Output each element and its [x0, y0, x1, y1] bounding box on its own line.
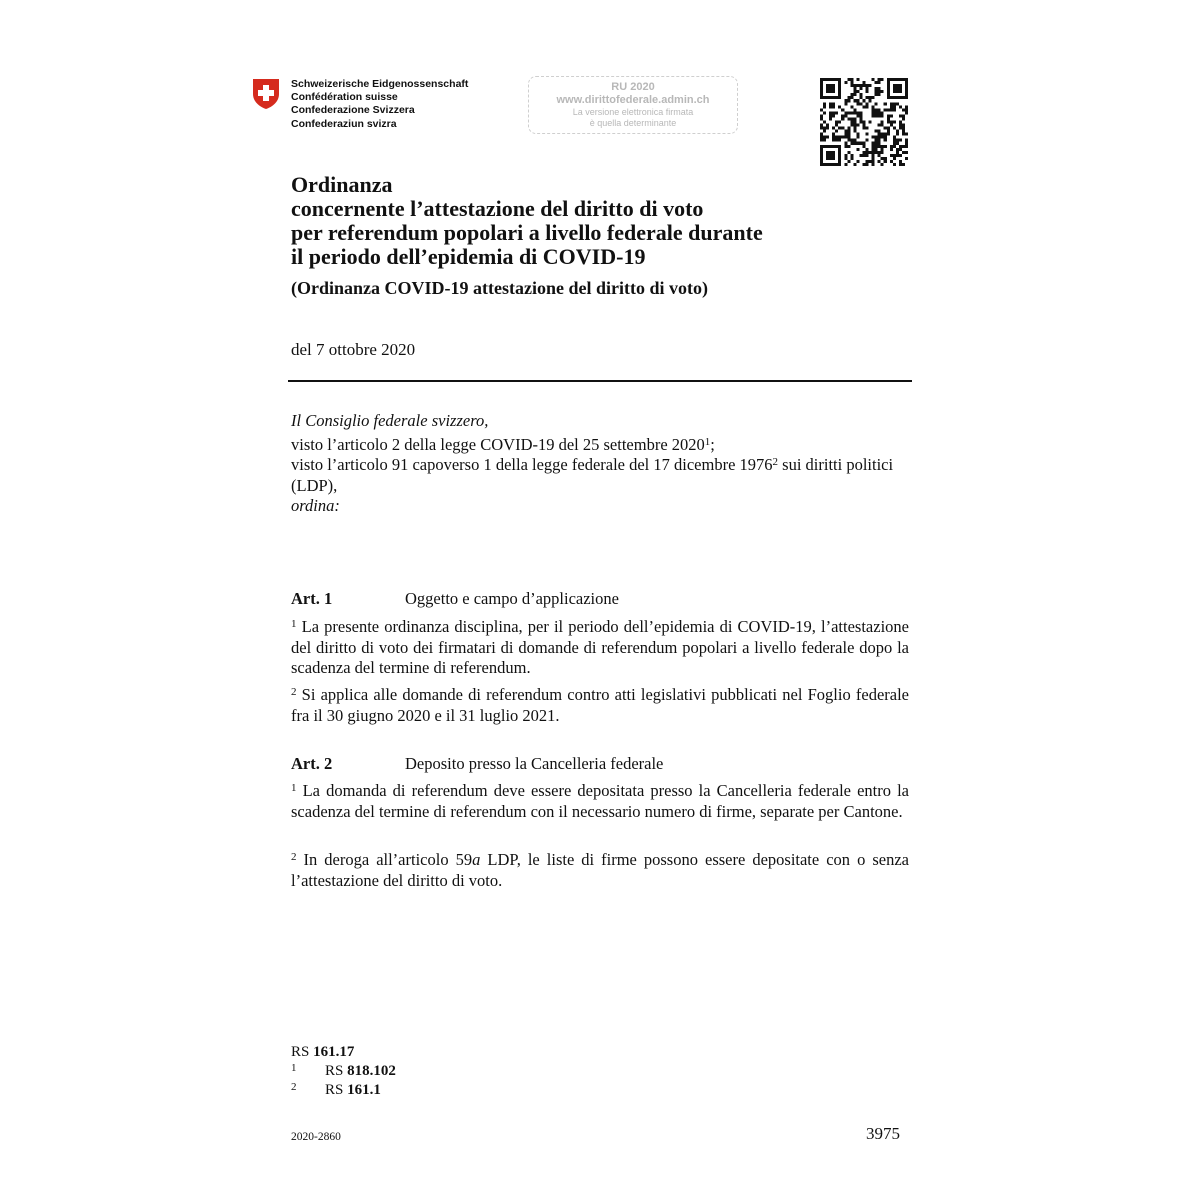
article-2-header	[291, 754, 663, 774]
document-date: del 7 ottobre 2020	[291, 340, 416, 359]
footnote-prefix: RS	[325, 1082, 348, 1098]
conf-name-it: Confederazione Svizzera	[291, 104, 415, 117]
paragraph-text: La domanda di referendum deve essere depositata presso la Cancelleria federale entro la scadenza del termine di referendum con il necessario numero di firme, separate per Cantone.	[291, 781, 909, 821]
article-1-header	[291, 589, 619, 609]
swiss-cross-shield-icon	[252, 78, 280, 110]
title-line-3: per referendum popolari a livello federale durante	[291, 220, 763, 245]
paragraph-text: Si applica alle domande di referendum contro atti legislativi pubblicati nel Foglio federale fra il 30 giugno 2020 e il 31 luglio 2021.	[291, 685, 909, 725]
footnote-reference: 161.1	[347, 1082, 381, 1098]
legal-basis-2-end: sui diritti politici (LDP),	[291, 455, 894, 495]
conf-name-de: Schweizerische Eidgenossenschaft	[291, 78, 469, 90]
short-title: (Ordinanza COVID-19 attestazione del diritto di voto)	[291, 278, 708, 298]
legal-basis-1-text: visto l’articolo 2 della legge COVID-19 del 25 settembre 2020	[291, 434, 705, 454]
footnote-1	[291, 1060, 396, 1079]
legal-basis-2-text: visto l’articolo 91 capoverso 1 della legge federale del 17 dicembre 1976	[291, 455, 773, 474]
sr-reference	[291, 1044, 396, 1060]
title-line-2: concernente l’attestazione del diritto di voto	[291, 196, 704, 221]
paragraph-text-after: LDP, le liste di firme possono essere depositate con o senza l’attestazione del diritto di voto.	[291, 850, 909, 890]
paragraph-number: 1	[291, 618, 297, 630]
paragraph-text: La presente ordinanza disciplina, per il periodo dell’epidemia di COVID-19, l’attestazione del diritto di voto dei firmatari di domande di referendum popolari a livello federale dopo la scadenza del termine di referendum.	[291, 617, 909, 677]
article-2-number: Art. 2	[291, 754, 333, 773]
paragraph-text-italic: a	[472, 850, 481, 869]
article-2-paragraph-2	[291, 850, 909, 891]
sr-prefix: RS	[291, 1044, 314, 1060]
page-number: 3975	[866, 1124, 900, 1143]
footnote-number: 2	[291, 1081, 297, 1093]
footnote-number: 1	[291, 1062, 297, 1074]
qr-code-icon[interactable]	[820, 78, 908, 166]
stamp-line-1: RU 2020	[611, 81, 655, 93]
article-1-number: Art. 1	[291, 589, 333, 608]
preamble-legal-basis-2	[291, 455, 909, 496]
confederation-names	[291, 78, 468, 131]
legal-basis-1-end: ;	[710, 434, 715, 454]
article-1-paragraph-1	[291, 617, 909, 679]
title-line-4: il periodo dell’epidemia di COVID-19	[291, 244, 646, 269]
title-divider	[288, 380, 912, 382]
preamble	[291, 411, 909, 517]
footnotes	[291, 1044, 396, 1098]
stamp-line-2: www.dirittofederale.admin.ch	[556, 94, 710, 106]
preamble-legal-basis-1	[291, 435, 909, 456]
sr-number: 161.17	[313, 1044, 355, 1060]
article-2-heading: Deposito presso la Cancelleria federale	[405, 754, 664, 773]
title-line-1: Ordinanza	[291, 172, 393, 197]
preamble-authority: Il Consiglio federale svizzero,	[291, 411, 489, 430]
conf-name-rm: Confederaziun svizra	[291, 117, 397, 130]
paragraph-text-before: In deroga all’articolo 59	[296, 850, 473, 869]
article-1-heading: Oggetto e campo d’applicazione	[405, 589, 619, 608]
paragraph-number: 2	[291, 686, 297, 698]
footnote-2	[291, 1079, 396, 1098]
conf-name-fr: Confédération suisse	[291, 91, 398, 104]
preamble-decree: ordina:	[291, 496, 340, 515]
footnote-reference: 818.102	[347, 1063, 396, 1079]
document-id: 2020-2860	[291, 1131, 341, 1143]
document-title	[291, 173, 763, 269]
paragraph-number: 2	[291, 851, 297, 863]
footnote-prefix: RS	[325, 1063, 348, 1079]
footnote-ref-1[interactable]: 1	[704, 435, 711, 448]
article-1-paragraph-2	[291, 685, 909, 726]
paragraph-number: 1	[291, 782, 297, 794]
stamp-line-3: La versione elettronica firmata	[572, 107, 694, 117]
official-publication-stamp	[528, 76, 738, 134]
footnote-ref-2[interactable]: 2	[772, 456, 779, 468]
stamp-line-4: è quella determinante	[589, 118, 677, 128]
article-2-paragraph-1	[291, 781, 909, 822]
